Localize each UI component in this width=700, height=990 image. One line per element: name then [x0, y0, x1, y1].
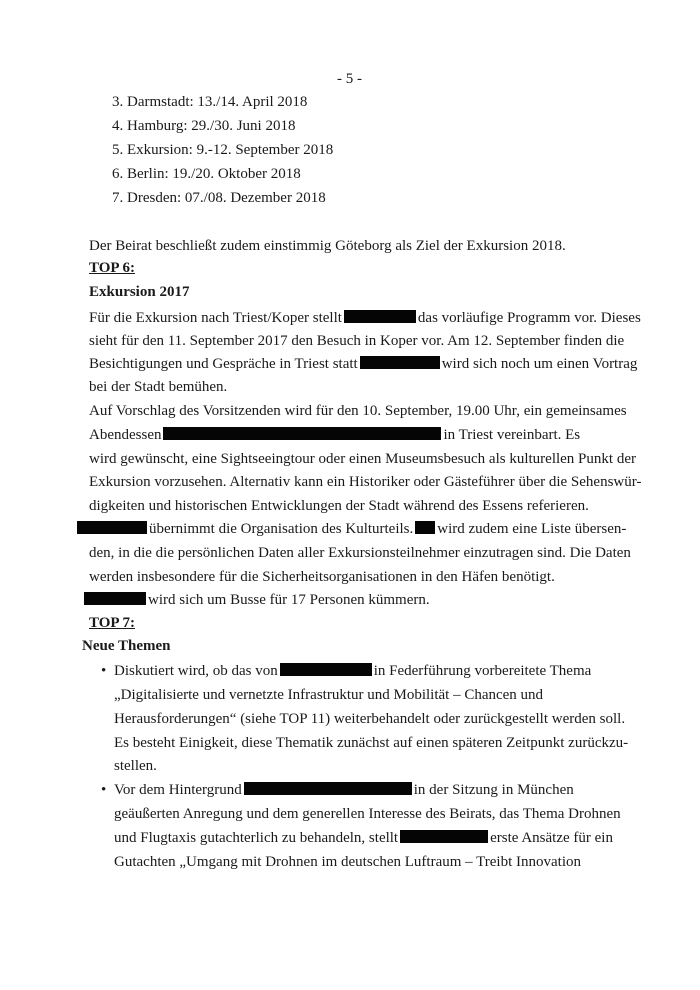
list-item: 4. Hamburg: 29./30. Juni 2018	[112, 118, 296, 134]
redaction-block	[344, 310, 416, 323]
text-line: digkeiten und historischen Entwicklungen der Stadt während des Essens referieren.	[89, 498, 589, 514]
redaction-block	[244, 782, 412, 795]
text-line: bei der Stadt bemühen.	[89, 379, 228, 395]
redaction-block	[360, 356, 440, 369]
text-line: den, in die die persönlichen Daten aller Exkursionsteilnehmer einzutragen sind. Die Daten	[89, 545, 631, 561]
text-line: Vor dem Hintergrund in der Sitzung in München	[114, 782, 574, 798]
text-line: Abendessen in Triest vereinbart. Es	[89, 427, 581, 443]
text-line: „Digitalisierte und vernetzte Infrastruktur und Mobilität – Chancen und	[114, 687, 544, 703]
text-line: Gutachten „Umgang mit Drohnen im deutschen Luftraum – Treibt Innovation	[114, 854, 581, 870]
redaction-block	[415, 521, 435, 534]
bullet-icon: •	[101, 663, 107, 679]
redaction-block	[280, 663, 372, 676]
text-line: geäußerten Anregung und dem generellen Interesse des Beirats, das Thema Drohnen	[114, 806, 621, 822]
text-line: Auf Vorschlag des Vorsitzenden wird für den 10. September, 19.00 Uhr, ein gemeinsames	[89, 403, 627, 419]
text-line: werden insbesondere für die Sicherheitsorganisationen in den Häfen benötigt.	[89, 569, 555, 585]
text-line: Diskutiert wird, ob das von in Federführung vorbereitete Thema	[114, 663, 592, 679]
redaction-block	[84, 592, 146, 605]
text-line: Es besteht Einigkeit, diese Thematik zunächst auf einen späteren Zeitpunkt zurückzu-	[114, 735, 629, 751]
text-line: übernimmt die Organisation des Kulturteils. wird zudem eine Liste übersen-	[75, 520, 626, 538]
text-line: sieht für den 11. September 2017 den Besuch in Koper vor. Am 12. September finden die	[89, 333, 625, 349]
page-number: - 5 -	[337, 71, 362, 87]
decision-paragraph: Der Beirat beschließt zudem einstimmig Göteborg als Ziel der Exkursion 2018.	[89, 238, 566, 254]
text-line: wird sich um Busse für 17 Personen kümmern.	[82, 591, 430, 609]
redaction-block	[77, 521, 147, 534]
bullet-icon: •	[101, 782, 107, 798]
redaction-block	[163, 427, 441, 440]
top6-heading: TOP 6:	[89, 260, 135, 276]
text-line: Herausforderungen“ (siehe TOP 11) weiterbehandelt oder zurückgestellt werden soll.	[114, 711, 626, 727]
list-item: 6. Berlin: 19./20. Oktober 2018	[112, 166, 301, 182]
redaction-block	[400, 830, 488, 843]
list-item: 7. Dresden: 07./08. Dezember 2018	[112, 190, 326, 206]
text-line: und Flugtaxis gutachterlich zu behandeln, stellt erste Ansätze für ein	[114, 830, 613, 846]
text-line: wird gewünscht, eine Sightseeingtour oder einen Museumsbesuch als kulturellen Punkt der	[89, 451, 636, 467]
text-line: Exkursion vorzusehen. Alternativ kann ein Historiker oder Gästeführer über die Sehenswür-	[89, 474, 642, 490]
top7-heading: TOP 7:	[89, 615, 135, 631]
text-line: stellen.	[114, 758, 157, 774]
list-item: 3. Darmstadt: 13./14. April 2018	[112, 94, 308, 110]
top6-subheading: Exkursion 2017	[89, 284, 190, 300]
text-line: Besichtigungen und Gespräche in Triest statt wird sich noch um einen Vortrag	[89, 356, 638, 372]
top7-subheading: Neue Themen	[82, 638, 171, 654]
text-line: Für die Exkursion nach Triest/Koper stellt das vorläufige Programm vor. Dieses	[89, 310, 641, 326]
list-item: 5. Exkursion: 9.-12. September 2018	[112, 142, 334, 158]
